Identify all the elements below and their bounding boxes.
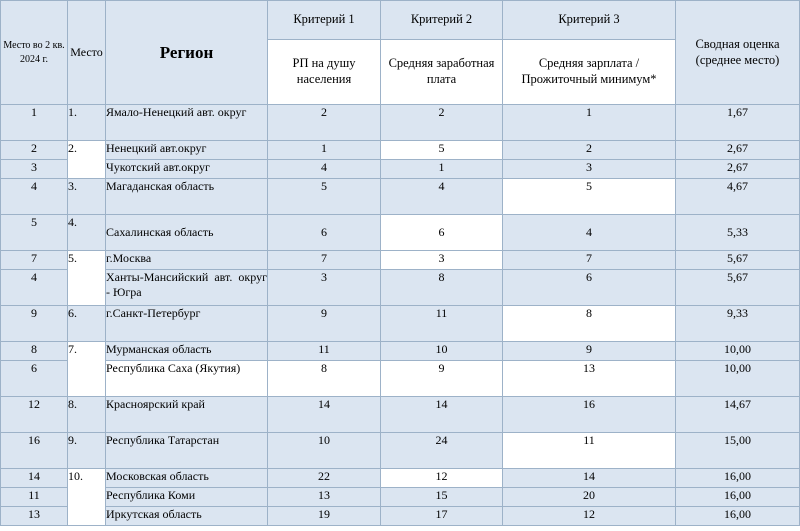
place-cell: 4. (68, 215, 106, 251)
region-name: Ханты-Мансийский авт. округ - Югра (106, 270, 267, 299)
criterion-1-cell: 7 (268, 251, 381, 270)
prev-place-cell: 6 (1, 361, 68, 397)
summary-cell: 5,67 (676, 270, 800, 306)
region-cell: Мурманская область (106, 342, 268, 361)
region-cell: Красноярский край (106, 397, 268, 433)
summary-cell: 10,00 (676, 361, 800, 397)
table-row (1, 361, 800, 397)
region-cell: Чукотский авт.округ (106, 160, 268, 179)
criterion-1-cell: 8 (268, 361, 381, 397)
criterion-3-cell: 1 (503, 105, 676, 141)
summary-cell: 1,67 (676, 105, 800, 141)
header-criterion-2: Критерий 2 (381, 1, 503, 40)
table-row (1, 488, 800, 507)
header-criterion-2-desc: Средняя заработная плата (381, 40, 503, 105)
criterion-2-cell: 10 (381, 342, 503, 361)
header-criterion-3: Критерий 3 (503, 1, 676, 40)
prev-place-cell: 1 (1, 105, 68, 141)
place-cell: 2. (68, 141, 106, 179)
header-region: Регион (106, 1, 268, 105)
criterion-3-cell: 3 (503, 160, 676, 179)
summary-cell: 2,67 (676, 160, 800, 179)
criterion-2-cell: 5 (381, 141, 503, 160)
summary-cell: 16,00 (676, 507, 800, 526)
criterion-1-cell: 19 (268, 507, 381, 526)
region-cell (106, 361, 268, 397)
header-summary: Сводная оценка (среднее место) (676, 1, 800, 105)
criterion-3-cell: 8 (503, 306, 676, 342)
header-place: Место (68, 1, 106, 105)
table-row (1, 433, 800, 469)
header-criterion-1: Критерий 1 (268, 1, 381, 40)
summary-cell: 5,67 (676, 251, 800, 270)
criterion-1-cell: 6 (268, 215, 381, 251)
place-cell: 3. (68, 179, 106, 215)
criterion-3-cell: 6 (503, 270, 676, 306)
region-name: Республика Саха (Якутия) (106, 361, 241, 375)
summary-cell: 9,33 (676, 306, 800, 342)
criterion-3-cell: 14 (503, 469, 676, 488)
summary-cell: 15,00 (676, 433, 800, 469)
region-cell: Иркутская область (106, 507, 268, 526)
region-cell: г.Санкт-Петербург (106, 306, 268, 342)
criterion-1-cell: 5 (268, 179, 381, 215)
table-row (1, 306, 800, 342)
table-row (1, 342, 800, 361)
criterion-1-cell: 9 (268, 306, 381, 342)
criterion-3-cell: 12 (503, 507, 676, 526)
summary-cell: 5,33 (676, 215, 800, 251)
place-cell: 6. (68, 306, 106, 342)
criterion-2-cell: 17 (381, 507, 503, 526)
prev-place-cell: 9 (1, 306, 68, 342)
region-cell (106, 105, 268, 141)
table-row (1, 270, 800, 306)
prev-place-cell: 4 (1, 270, 68, 306)
criterion-1-cell: 1 (268, 141, 381, 160)
place-cell: 8. (68, 397, 106, 433)
criterion-3-cell: 20 (503, 488, 676, 507)
criterion-3-cell: 4 (503, 215, 676, 251)
prev-place-cell: 13 (1, 507, 68, 526)
prev-place-cell: 5 (1, 215, 68, 251)
table-row (1, 160, 800, 179)
criterion-1-cell: 13 (268, 488, 381, 507)
criterion-3-cell: 13 (503, 361, 676, 397)
place-cell: 10. (68, 469, 106, 526)
region-cell: Ненецкий авт.округ (106, 141, 268, 160)
criterion-3-cell: 5 (503, 179, 676, 215)
criterion-3-cell: 7 (503, 251, 676, 270)
region-cell (106, 270, 268, 306)
criterion-2-cell: 2 (381, 105, 503, 141)
prev-place-cell: 4 (1, 179, 68, 215)
criterion-2-cell: 3 (381, 251, 503, 270)
table-row (1, 507, 800, 526)
region-cell: Магаданская область (106, 179, 268, 215)
table-row (1, 141, 800, 160)
prev-place-cell: 12 (1, 397, 68, 433)
summary-cell: 16,00 (676, 469, 800, 488)
criterion-2-cell: 15 (381, 488, 503, 507)
criterion-3-cell: 16 (503, 397, 676, 433)
summary-cell: 2,67 (676, 141, 800, 160)
summary-cell: 16,00 (676, 488, 800, 507)
criterion-2-cell: 12 (381, 469, 503, 488)
criterion-1-cell: 14 (268, 397, 381, 433)
criterion-2-cell: 9 (381, 361, 503, 397)
table-row (1, 105, 800, 141)
criterion-1-cell: 2 (268, 105, 381, 141)
prev-place-cell: 2 (1, 141, 68, 160)
region-cell: Республика Коми (106, 488, 268, 507)
header-criterion-3-desc: Средняя зарплата / Прожиточный минимум* (503, 40, 676, 105)
table-row (1, 179, 800, 215)
criterion-2-cell: 14 (381, 397, 503, 433)
prev-place-cell: 11 (1, 488, 68, 507)
criterion-1-cell: 3 (268, 270, 381, 306)
prev-place-cell: 3 (1, 160, 68, 179)
prev-place-cell: 16 (1, 433, 68, 469)
prev-place-cell: 7 (1, 251, 68, 270)
prev-place-cell: 8 (1, 342, 68, 361)
region-cell: Сахалинская область (106, 215, 268, 251)
criterion-2-cell: 8 (381, 270, 503, 306)
table-row (1, 215, 800, 251)
criterion-2-cell: 4 (381, 179, 503, 215)
header-prev-place: Место во 2 кв. 2024 г. (1, 1, 68, 105)
region-cell: г.Москва (106, 251, 268, 270)
criterion-1-cell: 4 (268, 160, 381, 179)
region-cell: Московская область (106, 469, 268, 488)
header-criterion-1-desc: РП на душу населения (268, 40, 381, 105)
criterion-3-cell: 9 (503, 342, 676, 361)
place-cell: 5. (68, 251, 106, 306)
criterion-1-cell: 11 (268, 342, 381, 361)
table-row (1, 251, 800, 270)
criterion-1-cell: 10 (268, 433, 381, 469)
criterion-2-cell: 1 (381, 160, 503, 179)
criterion-3-cell: 11 (503, 433, 676, 469)
summary-cell: 4,67 (676, 179, 800, 215)
region-name: Ямало-Ненецкий авт. округ (106, 105, 247, 119)
prev-place-cell: 14 (1, 469, 68, 488)
criterion-1-cell: 22 (268, 469, 381, 488)
place-cell: 1. (68, 105, 106, 141)
summary-cell: 14,67 (676, 397, 800, 433)
table-row (1, 397, 800, 433)
table-row (1, 469, 800, 488)
criterion-2-cell: 6 (381, 215, 503, 251)
criterion-3-cell: 2 (503, 141, 676, 160)
place-cell: 7. (68, 342, 106, 397)
criterion-2-cell: 11 (381, 306, 503, 342)
place-cell: 9. (68, 433, 106, 469)
region-cell: Республика Татарстан (106, 433, 268, 469)
summary-cell: 10,00 (676, 342, 800, 361)
criterion-2-cell: 24 (381, 433, 503, 469)
